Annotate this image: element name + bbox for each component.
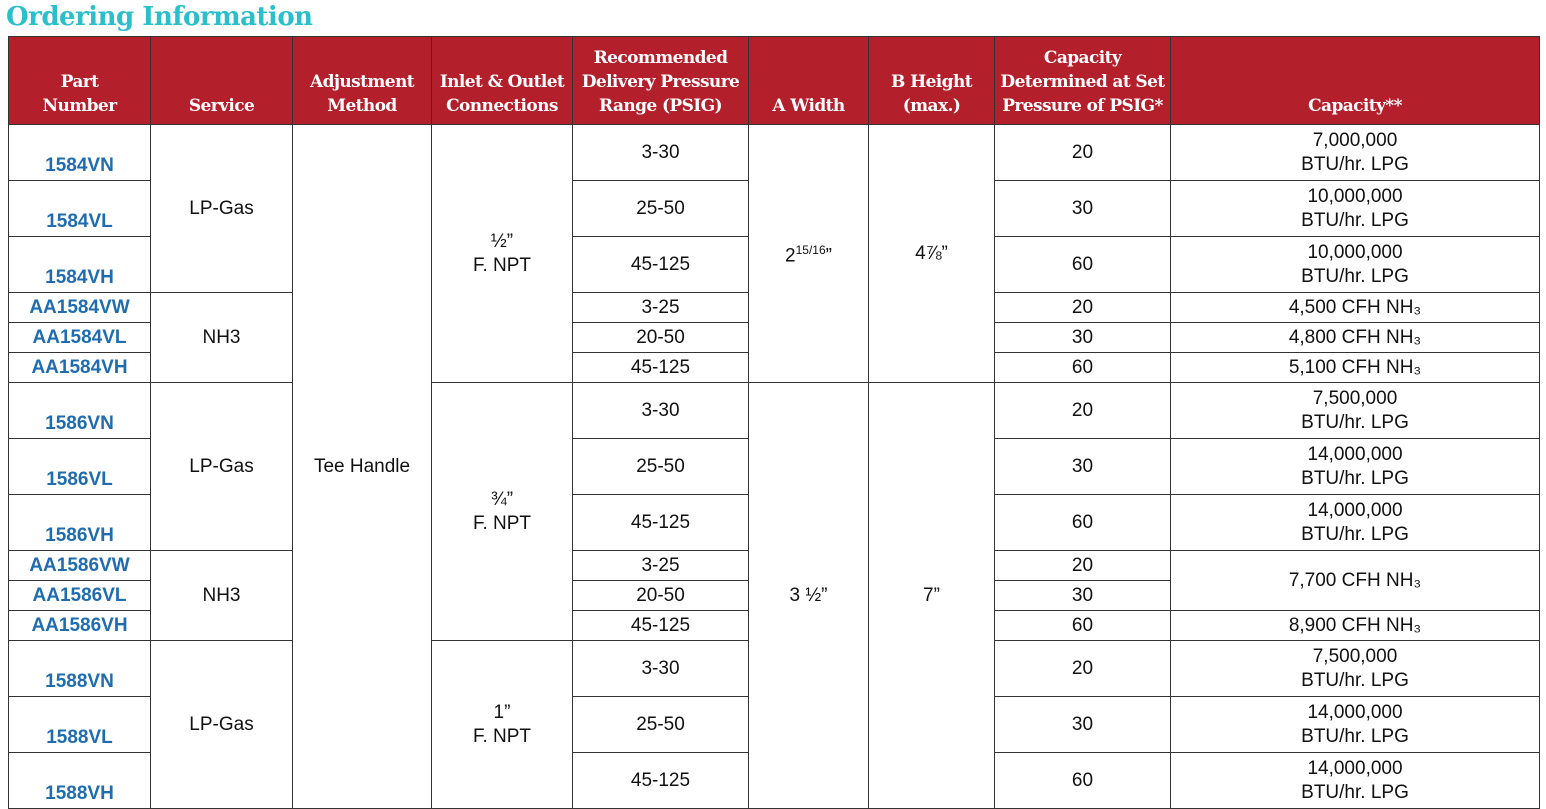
part-number: 1588VN: [9, 641, 151, 697]
header-part-number: Part Number: [9, 37, 151, 125]
a-width-whole: 2: [785, 245, 796, 267]
set-pressure: 60: [995, 353, 1171, 383]
service-cell: NH3: [151, 293, 293, 383]
a-width-fraction: 15/16: [795, 243, 826, 258]
set-pressure: 20: [995, 293, 1171, 323]
set-pressure: 20: [995, 383, 1171, 439]
connections-cell: ½” F. NPT: [432, 125, 573, 383]
b-height-cell: 4⅞”: [869, 125, 995, 383]
adjustment-method-cell: Tee Handle: [293, 125, 432, 809]
part-number: AA1586VH: [9, 611, 151, 641]
capacity: 4,800 CFH NH₃: [1171, 323, 1540, 353]
service-cell: LP-Gas: [151, 125, 293, 293]
pressure-range: 45-125: [573, 495, 749, 551]
ordering-table: [8, 36, 1540, 809]
table-row: [9, 125, 1540, 181]
capacity: 14,000,000 BTU/hr. LPG: [1171, 697, 1540, 753]
part-number: 1586VH: [9, 495, 151, 551]
capacity: 8,900 CFH NH₃: [1171, 611, 1540, 641]
capacity: 10,000,000 BTU/hr. LPG: [1171, 237, 1540, 293]
part-number: AA1584VW: [9, 293, 151, 323]
part-number: 1588VH: [9, 753, 151, 809]
header-row: [9, 37, 1540, 125]
capacity: 7,000,000 BTU/hr. LPG: [1171, 125, 1540, 181]
a-width-unit: ”: [825, 245, 832, 267]
set-pressure: 30: [995, 439, 1171, 495]
header-connections: Inlet & Outlet Connections: [432, 37, 573, 125]
pressure-range: 25-50: [573, 439, 749, 495]
b-height-cell: 7”: [869, 383, 995, 809]
a-width-cell: 3 ½”: [749, 383, 869, 809]
connections-cell: ¾” F. NPT: [432, 383, 573, 641]
set-pressure: 20: [995, 125, 1171, 181]
pressure-range: 45-125: [573, 237, 749, 293]
capacity: 7,500,000 BTU/hr. LPG: [1171, 383, 1540, 439]
set-pressure: 30: [995, 181, 1171, 237]
header-capacity: Capacity**: [1171, 37, 1540, 125]
set-pressure: 60: [995, 495, 1171, 551]
service-cell: NH3: [151, 551, 293, 641]
pressure-range: 3-25: [573, 293, 749, 323]
part-number: AA1584VH: [9, 353, 151, 383]
capacity: 4,500 CFH NH₃: [1171, 293, 1540, 323]
pressure-range: 25-50: [573, 181, 749, 237]
set-pressure: 20: [995, 641, 1171, 697]
header-a-width: A Width: [749, 37, 869, 125]
set-pressure: 60: [995, 611, 1171, 641]
pressure-range: 20-50: [573, 323, 749, 353]
table-row: [9, 383, 1540, 439]
part-number: 1586VL: [9, 439, 151, 495]
header-service: Service: [151, 37, 293, 125]
pressure-range: 3-30: [573, 641, 749, 697]
connections-cell: 1” F. NPT: [432, 641, 573, 809]
header-b-height: B Height (max.): [869, 37, 995, 125]
service-cell: LP-Gas: [151, 383, 293, 551]
header-capacity-set: Capacity Determined at Set Pressure of PSIG*: [995, 37, 1171, 125]
capacity: 14,000,000 BTU/hr. LPG: [1171, 439, 1540, 495]
set-pressure: 30: [995, 697, 1171, 753]
pressure-range: 3-25: [573, 551, 749, 581]
part-number: AA1586VW: [9, 551, 151, 581]
set-pressure: 60: [995, 753, 1171, 809]
part-number: AA1584VL: [9, 323, 151, 353]
set-pressure: 30: [995, 581, 1171, 611]
service-cell: LP-Gas: [151, 641, 293, 809]
set-pressure: 30: [995, 323, 1171, 353]
header-pressure-range: Recommended Delivery Pressure Range (PSIG): [573, 37, 749, 125]
capacity: 7,500,000 BTU/hr. LPG: [1171, 641, 1540, 697]
part-number: 1584VL: [9, 181, 151, 237]
a-width-cell: [749, 125, 869, 383]
pressure-range: 3-30: [573, 383, 749, 439]
capacity: 10,000,000 BTU/hr. LPG: [1171, 181, 1540, 237]
header-adjustment-method: Adjustment Method: [293, 37, 432, 125]
pressure-range: 20-50: [573, 581, 749, 611]
pressure-range: 3-30: [573, 125, 749, 181]
pressure-range: 45-125: [573, 753, 749, 809]
pressure-range: 45-125: [573, 611, 749, 641]
part-number: 1584VN: [9, 125, 151, 181]
capacity: 14,000,000 BTU/hr. LPG: [1171, 753, 1540, 809]
pressure-range: 25-50: [573, 697, 749, 753]
part-number: 1584VH: [9, 237, 151, 293]
page-title: Ordering Information: [6, 2, 313, 32]
part-number: 1586VN: [9, 383, 151, 439]
capacity: 5,100 CFH NH₃: [1171, 353, 1540, 383]
set-pressure: 60: [995, 237, 1171, 293]
capacity: 7,700 CFH NH₃: [1171, 551, 1540, 611]
part-number: AA1586VL: [9, 581, 151, 611]
pressure-range: 45-125: [573, 353, 749, 383]
set-pressure: 20: [995, 551, 1171, 581]
part-number: 1588VL: [9, 697, 151, 753]
capacity: 14,000,000 BTU/hr. LPG: [1171, 495, 1540, 551]
